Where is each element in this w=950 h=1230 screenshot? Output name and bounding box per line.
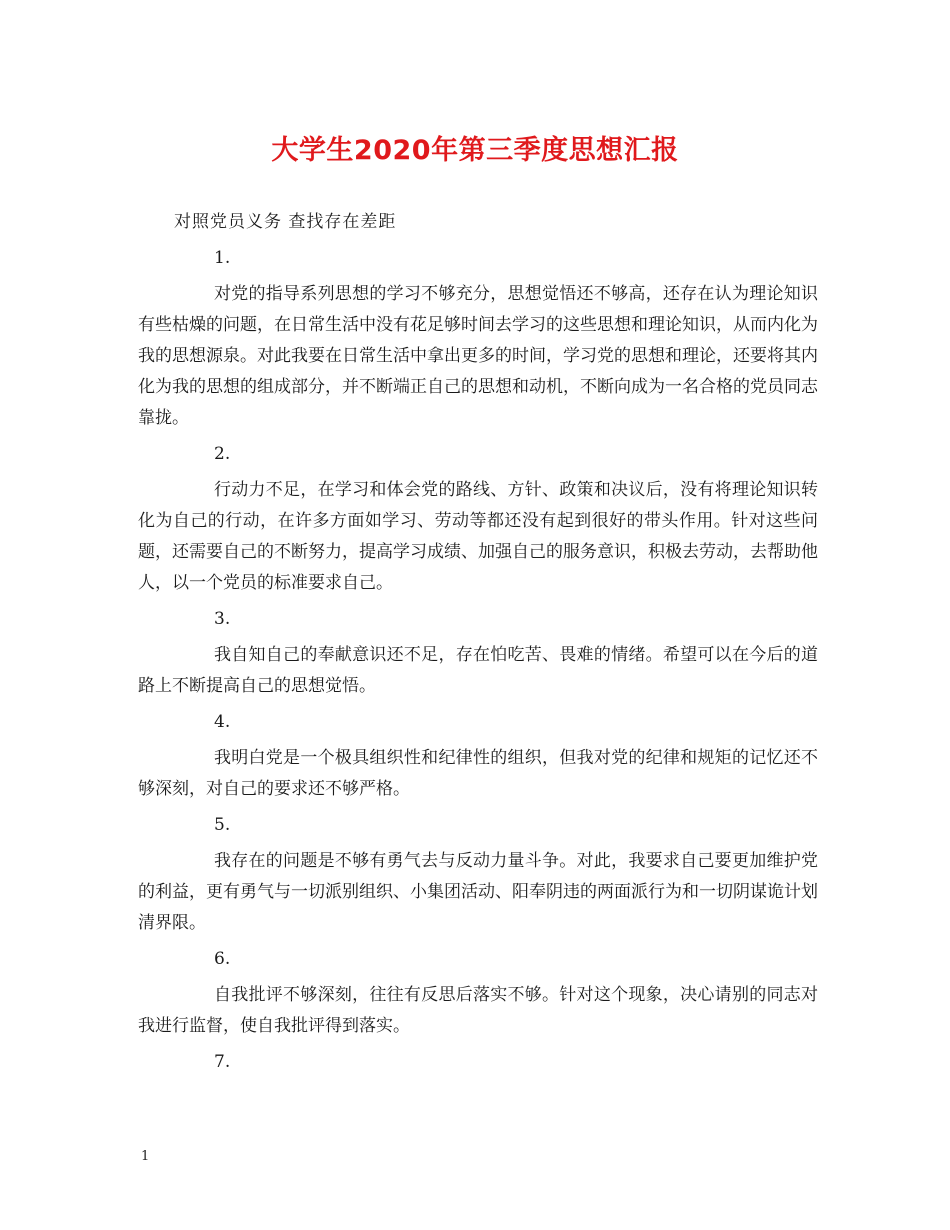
item-number-1: 1. — [214, 248, 231, 268]
item-number-7: 7. — [214, 1052, 231, 1072]
item-number-4: 4. — [214, 712, 231, 732]
item-text-5: 我存在的问题是不够有勇气去与反动力量斗争。对此，我要求自己要更加维护党的利益，更有勇气与一切派别组织、小集团活动、阳奉阴违的两面派行为和一切阴谋诡计划清界限。 — [138, 851, 818, 933]
item-number-3: 3. — [214, 609, 231, 629]
document-body — [138, 207, 818, 1078]
item-text-3: 我自知自己的奉献意识还不足，存在怕吃苦、畏难的情绪。希望可以在今后的道路上不断提高自己的思想觉悟。 — [138, 645, 818, 696]
item-text-4: 我明白党是一个极具组织性和纪律性的组织，但我对党的纪律和规矩的记忆还不够深刻，对自己的要求还不够严格。 — [138, 748, 818, 799]
page-number: 1 — [141, 1149, 150, 1164]
item-number-6: 6. — [214, 949, 231, 969]
item-number-5: 5. — [214, 815, 231, 835]
item-text-6: 自我批评不够深刻，往往有反思后落实不够。针对这个现象，决心请别的同志对我进行监督，使自我批评得到落实。 — [138, 985, 818, 1036]
item-text-2: 行动力不足，在学习和体会党的路线、方针、政策和决议后，没有将理论知识转化为自己的行动，在许多方面如学习、劳动等都还没有起到很好的带头作用。针对这些问题，还需要自己的不断努力，提高学习成绩、加强自己的服务意识，积极去劳动，去帮助他人，以一个党员的标准要求自己。 — [138, 480, 818, 593]
section-heading: 对照党员义务 查找存在差距 — [174, 212, 397, 232]
item-text-1: 对党的指导系列思想的学习不够充分，思想觉悟还不够高，还存在认为理论知识有些枯燥的问题，在日常生活中没有花足够时间去学习的这些思想和理论知识，从而内化为我的思想源泉。对此我要在日常生活中拿出更多的时间，学习党的思想和理论，还要将其内化为我的思想的组成部分，并不断端正自己的思想和动机，不断向成为一名合格的党员同志靠拢。 — [138, 284, 818, 428]
item-number-2: 2. — [214, 444, 231, 464]
document-title: 大学生2020年第三季度思想汇报 — [271, 135, 679, 166]
